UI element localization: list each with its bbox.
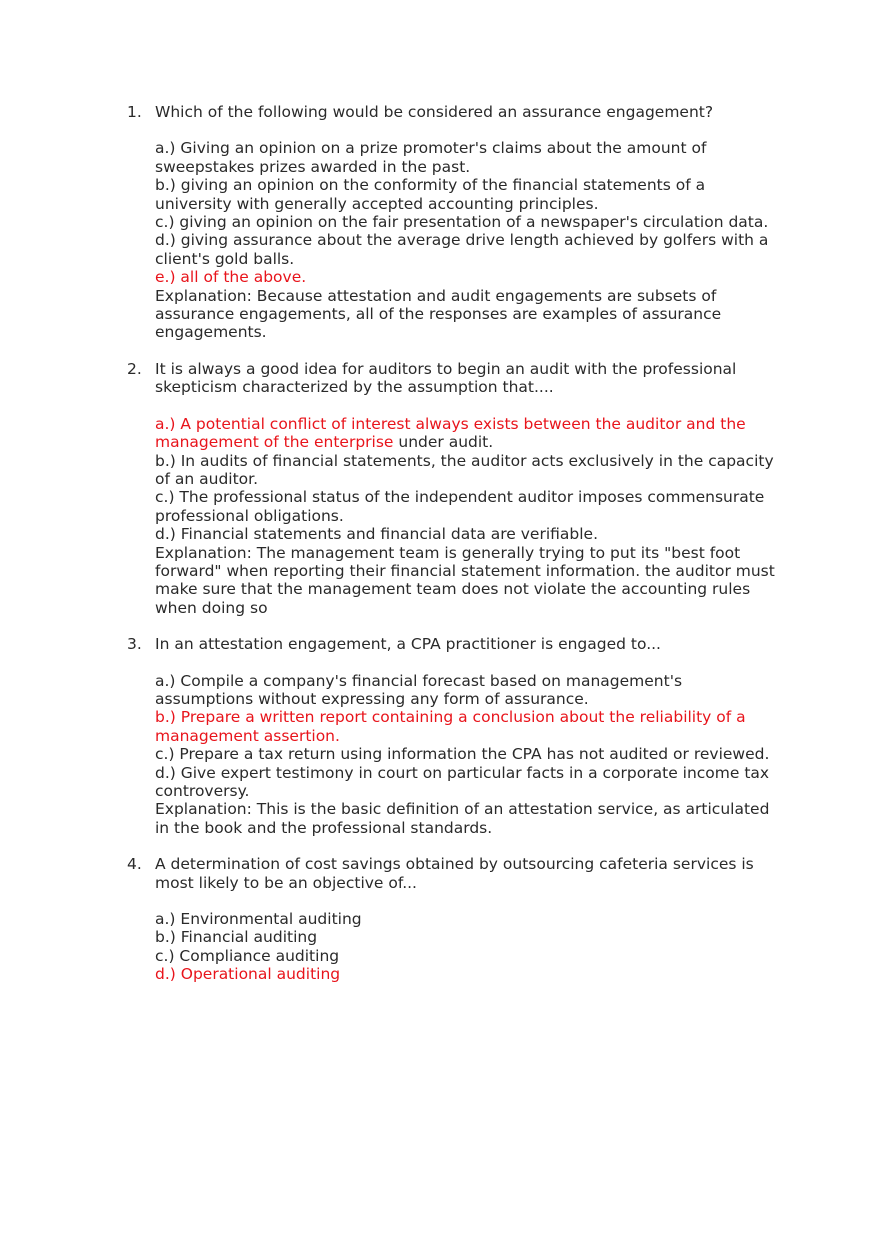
option-d: d.) Financial statements and financial data are verifiable.: [155, 525, 598, 544]
question-stem: It is always a good idea for auditors to begin an audit with the professional skepticism characterized by the assumption that....: [155, 359, 737, 397]
option-c: c.) Compliance auditing: [155, 946, 340, 965]
option-c: c.) giving an opinion on the fair presentation of a newspaper's circulation data.: [155, 213, 769, 232]
option-b: b.) Financial auditing: [155, 928, 318, 947]
explanation: Explanation: The management team is generally trying to put its "best foot forward" when reporting their financial statement information. the auditor must make sure that the management team does not violate the accounting rules when doing so: [155, 543, 775, 617]
option-a: a.) Environmental auditing: [155, 910, 362, 929]
question-2: [127, 360, 777, 617]
question-number: 4.: [127, 855, 142, 874]
question-stem: A determination of cost savings obtained by outsourcing cafeteria services is most likely to be an objective of...: [155, 855, 754, 892]
question-3: [127, 635, 777, 837]
question-stem: In an attestation engagement, a CPA practitioner is engaged to...: [155, 635, 661, 654]
question-number: 1.: [127, 103, 142, 121]
option-d: d.) giving assurance about the average drive length achieved by golfers with a client's gold balls.: [155, 231, 769, 268]
option-a: a.) Giving an opinion on a prize promoter's claims about the amount of sweepstakes prizes awarded in the past.: [155, 139, 707, 176]
option-b: b.) In audits of financial statements, the auditor acts exclusively in the capacity of an auditor.: [155, 451, 774, 488]
correct-answer: b.) Prepare a written report containing a conclusion about the reliability of a management assertion.: [155, 708, 746, 745]
correct-answer: a.) A potential conflict of interest always exists between the auditor and the management of the enterprise: [155, 414, 746, 452]
option-c: c.) Prepare a tax return using information the CPA has not audited or reviewed.: [155, 745, 770, 764]
question-stem: Which of the following would be considered an assurance engagement?: [155, 103, 714, 121]
question-number: 2.: [127, 359, 142, 378]
correct-answer: d.) Operational auditing: [155, 965, 341, 984]
option-d: d.) Give expert testimony in court on particular facts in a corporate income tax controversy.: [155, 763, 770, 800]
question-number: 3.: [127, 635, 142, 654]
option-b: b.) giving an opinion on the conformity of the financial statements of a university with generally accepted accounting principles.: [155, 176, 706, 213]
option-c: c.) The professional status of the independent auditor imposes commensurate professional obligations.: [155, 488, 765, 525]
correct-answer: e.) all of the above.: [155, 268, 307, 287]
explanation: Explanation: Because attestation and audit engagements are subsets of assurance engagements, all of the responses are examples of assurance engagements.: [155, 286, 722, 342]
question-4: [127, 855, 777, 983]
option-a: a.) Compile a company's financial forecast based on management's assumptions without expressing any form of assurance.: [155, 671, 683, 708]
explanation: Explanation: This is the basic definition of an attestation service, as articulated in the book and the professional standards.: [155, 800, 770, 837]
question-1: [127, 103, 777, 342]
option-a: [155, 415, 777, 452]
question-list: [127, 103, 777, 1002]
option-a-rest: under audit.: [393, 433, 494, 452]
